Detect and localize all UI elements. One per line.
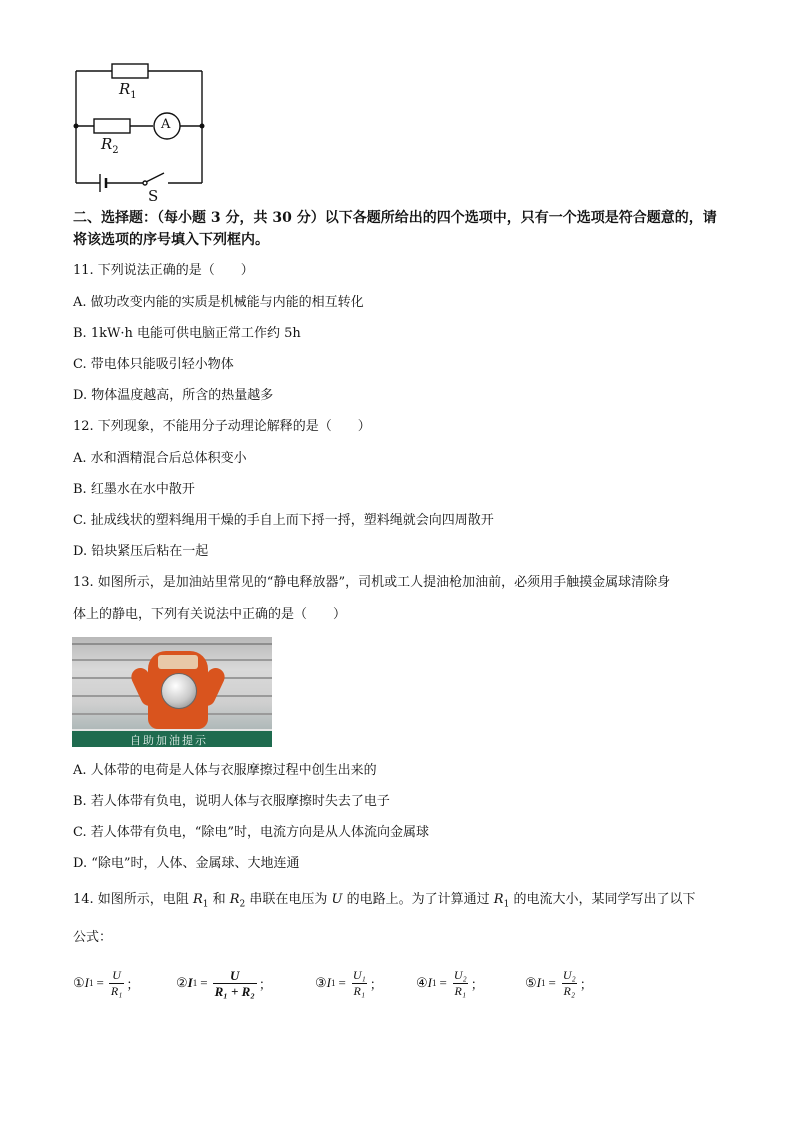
formula-5-eq: = [548, 975, 556, 990]
formula-1-mark: ① [73, 975, 85, 990]
formula-1-lhs: I [84, 975, 89, 990]
formula-4-fraction [452, 968, 469, 999]
formula-1 [73, 958, 139, 1008]
q11-option-b: B. 1kW·h 电能可供电脑正常工作约 5h [73, 326, 301, 341]
formula-5-sep: ； [579, 976, 593, 992]
q14-formula-row [73, 958, 693, 1008]
q14-stem-line1 [73, 891, 695, 914]
q14-r1-symbol-2: R [493, 892, 504, 907]
q14-text-part-d: 的电流大小，某同学写出了以下 [509, 892, 696, 907]
formula-3-mark: ③ [315, 975, 327, 990]
q14-r1-sub-2: 1 [503, 899, 510, 910]
formula-3-den: R₁ [353, 983, 366, 998]
resistor-r2 [94, 119, 130, 133]
q11-option-c: C. 带电体只能吸引轻小物体 [73, 357, 234, 372]
formula-4-lhs-sub: 1 [432, 978, 437, 988]
formula-2-den: R₁ + R₂ [214, 983, 255, 999]
formula-5-num: U₂ [562, 967, 576, 982]
formula-4-den: R₁ [454, 983, 467, 998]
formula-4-lhs: I [427, 975, 432, 990]
q14-r2-symbol: R [229, 892, 240, 907]
q11-option-d: D. 物体温度越高，所含的热量越多 [73, 388, 274, 403]
formula-2-sep: ； [258, 976, 272, 992]
formula-2-mark: ② [176, 975, 188, 990]
formula-4-sep: ； [470, 976, 484, 992]
formula-2-lhs-sub: 1 [192, 978, 198, 988]
q13-stem-line2: 体上的静电，下列有关说法中正确的是（ ） [73, 607, 347, 622]
label-r1-sub: 1 [130, 90, 137, 101]
q11-stem: 11. 下列说法正确的是（ ） [73, 263, 254, 278]
q14-stem-line2: 公式： [73, 930, 113, 945]
formula-5-lhs-sub: 1 [541, 978, 546, 988]
q14-r2-sub: 2 [239, 899, 246, 910]
q13-option-b: B. 若人体带有负电，说明人体与衣服摩擦时失去了电子 [73, 794, 390, 809]
q14-r1-sub: 1 [202, 899, 209, 910]
q14-text-part-a: 14. 如图所示，电阻 [73, 892, 193, 907]
formula-1-eq: = [96, 975, 104, 990]
sign-text: 自助加油提示 [130, 734, 208, 747]
formula-5-lhs: I [536, 975, 541, 990]
label-r1 [119, 80, 137, 101]
formula-2-eq: = [200, 975, 208, 990]
formula-3 [315, 958, 383, 1008]
label-r2-sub: 2 [112, 145, 119, 156]
q11-option-a: A. 做功改变内能的实质是机械能与内能的相互转化 [73, 295, 364, 310]
formula-1-lhs-sub: 1 [89, 978, 94, 988]
circuit-diagram [60, 55, 230, 205]
formula-3-num: U₁ [352, 967, 366, 982]
formula-2 [176, 958, 272, 1008]
label-switch: S [148, 187, 159, 205]
formula-1-fraction [109, 968, 125, 999]
label-r2 [101, 135, 119, 156]
formula-5-mark: ⑤ [525, 975, 537, 990]
q12-option-c: C. 扯成线状的塑料绳用干燥的手自上而下捋一捋，塑料绳就会向四周散开 [73, 513, 494, 528]
q14-u-symbol: U [331, 892, 343, 907]
formula-3-fraction [351, 968, 368, 999]
resistor-r1 [112, 64, 148, 78]
q13-option-d: D. “除电”时，人体、金属球、大地连通 [73, 856, 300, 871]
formula-5-fraction [561, 968, 578, 999]
formula-1-num: U [112, 967, 121, 982]
static-discharger-photo [72, 637, 272, 747]
label-r2-letter: R [101, 135, 113, 153]
formula-3-lhs: I [326, 975, 331, 990]
formula-4-mark: ④ [416, 975, 428, 990]
q14-r1-symbol: R [192, 892, 203, 907]
q12-option-b: B. 红墨水在水中散开 [73, 482, 195, 497]
formula-1-sep: ； [126, 976, 140, 992]
metal-ball [161, 673, 197, 709]
formula-3-eq: = [338, 975, 346, 990]
formula-3-sep: ； [369, 976, 383, 992]
formula-4 [416, 958, 484, 1008]
q14-text-and: 和 [208, 892, 230, 907]
q12-stem: 12. 下列现象，不能用分子动理论解释的是（ ） [73, 419, 371, 434]
formula-4-eq: = [439, 975, 447, 990]
label-r1-letter: R [119, 80, 131, 98]
formula-5-den: R₂ [563, 983, 576, 998]
formula-3-lhs-sub: 1 [331, 978, 336, 988]
formula-2-lhs: I [187, 975, 193, 990]
ammeter-label: A [161, 117, 171, 132]
formula-4-num: U₂ [453, 967, 467, 982]
switch-contact [143, 181, 147, 185]
q12-option-a: A. 水和酒精混合后总体积变小 [73, 451, 247, 466]
q12-option-d: D. 铅块紧压后粘在一起 [73, 544, 209, 559]
formula-2-fraction [213, 968, 257, 999]
q13-option-c: C. 若人体带有负电，“除电”时，电流方向是从人体流向金属球 [73, 825, 430, 840]
section-heading: 二、选择题：（每小题 3 分，共 30 分）以下各题所给出的四个选项中，只有一个选项是符合题意的，请将该选项的序号填入下列框内。 [73, 210, 717, 248]
formula-1-den: R₁ [110, 983, 123, 998]
q13-option-a: A. 人体带的电荷是人体与衣服摩擦过程中创生出来的 [73, 763, 377, 778]
q14-text-part-b: 串联在电压为 [245, 892, 332, 907]
formula-2-num: U [230, 967, 240, 983]
formula-5 [525, 958, 593, 1008]
q14-text-part-c: 的电路上。为了计算通过 [342, 892, 494, 907]
q13-stem-line1: 13. 如图所示，是加油站里常见的“静电释放器”，司机或工人提油枪加油前，必须用手触摸金属球清除身 [73, 575, 671, 590]
